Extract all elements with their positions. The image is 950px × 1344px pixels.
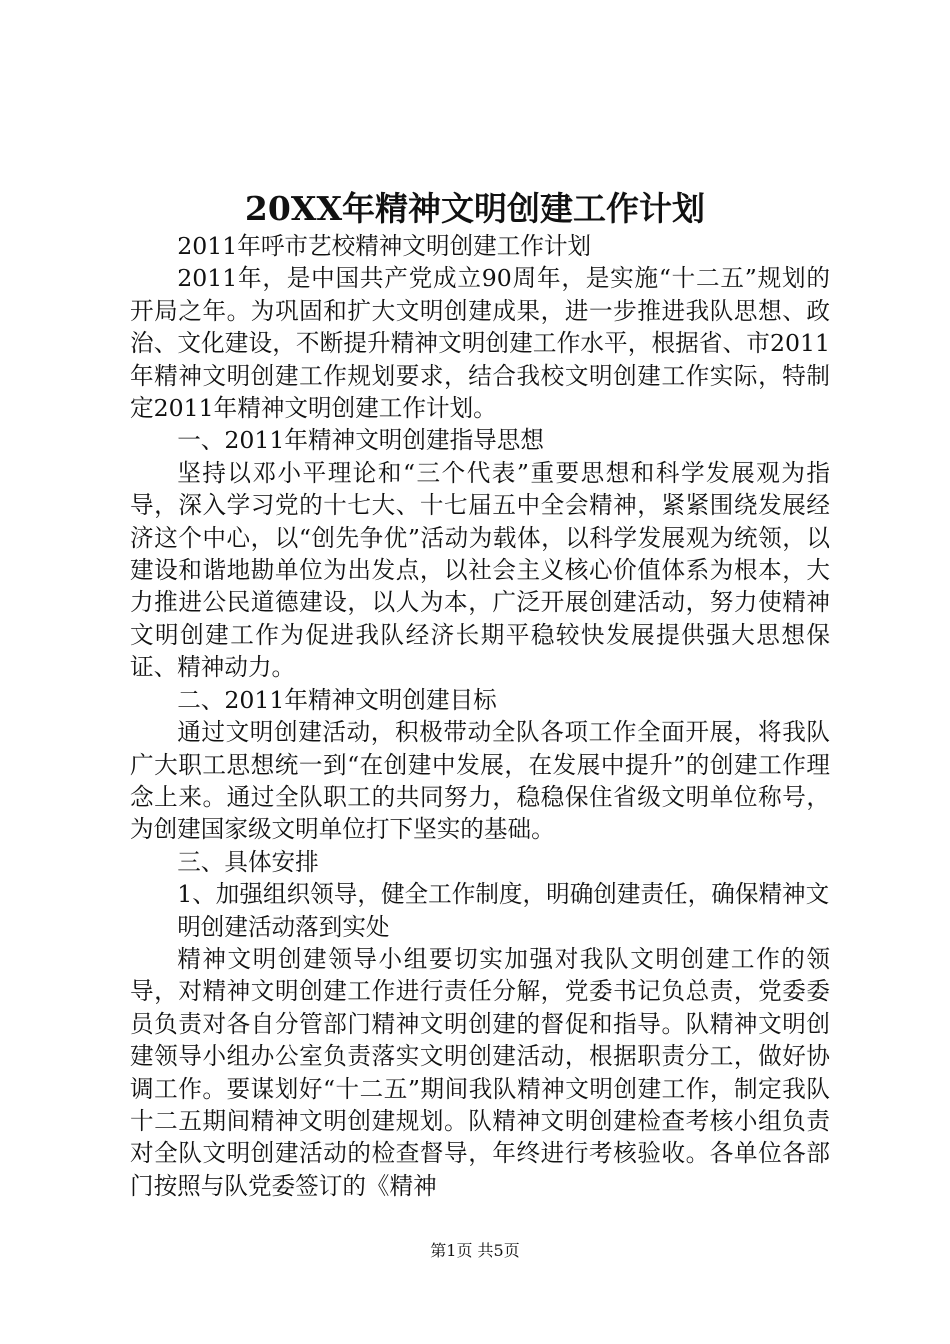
paragraph-organization: 精神文明创建领导小组要切实加强对我队文明创建工作的领导，对精神文明创建工作进行责任分解，党委书记负总责，党委委员负责对各自分管部门精神文明创建的督促和指导。队精神文明创建领导小组办公室负责落实文明创建活动，根据职责分工，做好协调工作。要谋划好“十二五”期间我队精神文明创建工作，制定我队十二五期间精神文明创建规划。队精神文明创建检查考核小组负责对全队文明创建活动的检查督导，年终进行考核验收。各单位各部门按照与队党委签订的《精神 bbox=[130, 944, 830, 1200]
paragraph-subtitle: 2011年呼市艺校精神文明创建工作计划 bbox=[177, 232, 592, 260]
section-heading-1: 一、2011年精神文明创建指导思想 bbox=[177, 426, 544, 455]
item-heading-1: 1、加强组织领导，健全工作制度，明确创建责任，确保精神文 bbox=[177, 880, 830, 909]
item-heading-1-continued: 明创建活动落到实处 bbox=[177, 912, 390, 941]
section-heading-2: 二、2011年精神文明创建目标 bbox=[177, 685, 497, 714]
paragraph-guiding-ideology: 坚持以邓小平理论和“三个代表”重要思想和科学发展观为指导，深入学习党的十七大、十七届五中全会精神，紧紧围绕发展经济这个中心，以“创先争优”活动为载体，以科学发展观为统领，以建设和谐地勘单位为出发点，以社会主义核心价值体系为根本，大力推进公民道德建设，以人为本，广泛开展创建活动，努力使精神文明创建工作为促进我队经济长期平稳较快发展提供强大思想保证、精神动力。 bbox=[130, 458, 830, 682]
document-body bbox=[130, 230, 830, 1202]
document-title: 20XX年精神文明创建工作计划 bbox=[244, 189, 706, 228]
section-heading-3: 三、具体安排 bbox=[177, 847, 319, 876]
paragraph-intro: 2011年，是中国共产党成立90周年，是实施“十二五”规划的开局之年。为巩固和扩大文明创建成果，进一步推进我队思想、政治、文化建设，不断提升精神文明创建工作水平，根据省、市2011年精神文明创建工作规划要求，结合我校文明创建工作实际，特制定2011年精神文明创建工作计划。 bbox=[130, 264, 830, 423]
paragraph-goals: 通过文明创建活动，积极带动全队各项工作全面开展，将我队广大职工思想统一到“在创建中发展，在发展中提升”的创建工作理念上来。通过全队职工的共同努力，稳稳保住省级文明单位称号，为创建国家级文明单位打下坚实的基础。 bbox=[130, 718, 830, 844]
page-footer: 第1页 共5页 bbox=[430, 1241, 520, 1260]
